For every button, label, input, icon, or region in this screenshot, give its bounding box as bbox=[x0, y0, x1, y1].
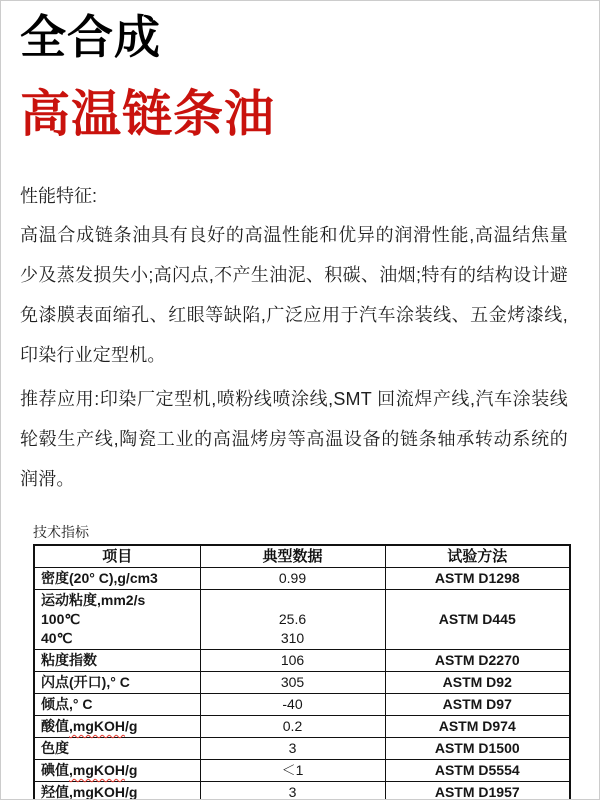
cell-line: ASTM D2270 bbox=[434, 652, 520, 668]
item-cell bbox=[34, 694, 200, 716]
spec-table bbox=[33, 544, 571, 800]
cell-line: 0.99 bbox=[278, 570, 307, 586]
cell-line: 运动粘度,mm2/s bbox=[41, 592, 146, 608]
item-cell bbox=[34, 590, 200, 650]
table-row bbox=[34, 650, 570, 672]
table-row bbox=[34, 568, 570, 590]
cell-line bbox=[390, 591, 566, 610]
value-cell bbox=[200, 590, 385, 650]
item-cell bbox=[34, 782, 200, 800]
method-cell bbox=[385, 568, 570, 590]
cell-line: 闪点(开口),° C bbox=[41, 674, 130, 690]
table-header-row bbox=[34, 545, 570, 568]
value-cell bbox=[200, 672, 385, 694]
cell-text: 酸值 bbox=[41, 718, 69, 734]
column-header-typical-data: 典型数据 bbox=[200, 545, 385, 568]
cell-line: ASTM D1500 bbox=[434, 740, 520, 756]
item-cell bbox=[34, 650, 200, 672]
cell-line: ASTM D5554 bbox=[434, 762, 520, 778]
value-cell bbox=[200, 650, 385, 672]
performance-heading: 性能特征: bbox=[20, 186, 98, 206]
method-cell bbox=[385, 738, 570, 760]
value-cell bbox=[200, 716, 385, 738]
item-cell bbox=[34, 568, 200, 590]
cell-line: 色度 bbox=[41, 740, 69, 756]
cell-line: 粘度指数 bbox=[41, 652, 97, 668]
method-cell bbox=[385, 672, 570, 694]
table-caption: 技术指标 bbox=[33, 524, 89, 540]
cell-line bbox=[41, 761, 196, 780]
table-row bbox=[34, 672, 570, 694]
spellcheck-underlined-text: ,mgKOH bbox=[69, 718, 125, 734]
table-row bbox=[34, 694, 570, 716]
value-cell bbox=[200, 760, 385, 782]
method-cell bbox=[385, 694, 570, 716]
cell-line: ASTM D92 bbox=[442, 674, 512, 690]
cell-text: /g bbox=[125, 718, 138, 734]
table-row bbox=[34, 590, 570, 650]
table-row bbox=[34, 782, 570, 800]
cell-line: 0.2 bbox=[282, 718, 303, 734]
cell-line bbox=[205, 591, 381, 610]
value-cell bbox=[200, 738, 385, 760]
cell-line bbox=[41, 717, 196, 736]
column-header-test-method: 试验方法 bbox=[385, 545, 570, 568]
method-cell bbox=[385, 782, 570, 800]
table-row bbox=[34, 716, 570, 738]
value-cell bbox=[200, 568, 385, 590]
table-row bbox=[34, 760, 570, 782]
cell-text: /g bbox=[125, 762, 138, 778]
item-cell bbox=[34, 738, 200, 760]
cell-line: 310 bbox=[280, 630, 305, 646]
cell-line: 倾点,° C bbox=[41, 696, 93, 712]
method-cell bbox=[385, 760, 570, 782]
cell-line: 40℃ bbox=[41, 630, 73, 646]
product-title-line1: 全合成 bbox=[20, 11, 161, 63]
cell-line: -40 bbox=[282, 696, 303, 712]
cell-line: 3 bbox=[288, 784, 297, 800]
item-cell bbox=[34, 716, 200, 738]
cell-line: 106 bbox=[280, 652, 305, 668]
method-cell bbox=[385, 716, 570, 738]
item-cell bbox=[34, 760, 200, 782]
cell-line: ASTM D1957 bbox=[434, 784, 520, 800]
cell-line: ASTM D1298 bbox=[434, 570, 520, 586]
cell-text: 羟值 bbox=[41, 784, 69, 800]
method-cell bbox=[385, 650, 570, 672]
cell-line bbox=[41, 783, 196, 800]
cell-line: ＜1 bbox=[281, 762, 304, 778]
cell-line: 3 bbox=[288, 740, 297, 756]
column-header-item: 项目 bbox=[34, 545, 200, 568]
cell-line: ASTM D445 bbox=[438, 611, 516, 627]
cell-line bbox=[390, 629, 566, 648]
cell-line: 25.6 bbox=[278, 611, 307, 627]
cell-text: 碘值 bbox=[41, 762, 69, 778]
value-cell bbox=[200, 694, 385, 716]
cell-line: ASTM D974 bbox=[438, 718, 516, 734]
cell-line: 100℃ bbox=[41, 611, 81, 627]
item-cell bbox=[34, 672, 200, 694]
performance-paragraph: 高温合成链条油具有良好的高温性能和优异的润滑性能,高温结焦量少及蒸发损失小;高闪点,不产生油泥、积碳、油烟;特有的结构设计避免漆膜表面缩孔、红眼等缺陷,广泛应用于汽车涂装线、五金烤漆线,印染行业定型机。 bbox=[20, 225, 568, 365]
spellcheck-underlined-text: ,mgKOH bbox=[69, 762, 125, 778]
product-title-line2: 高温链条油 bbox=[20, 86, 275, 142]
application-paragraph: 推荐应用:印染厂定型机,喷粉线喷涂线,SMT 回流焊产线,汽车涂装线轮毂生产线,陶瓷工业的高温烤房等高温设备的链条轴承转动系统的润滑。 bbox=[20, 389, 568, 489]
spellcheck-underlined-text: ,mgKOH bbox=[69, 784, 125, 800]
method-cell bbox=[385, 590, 570, 650]
cell-line: ASTM D97 bbox=[442, 696, 512, 712]
table-row bbox=[34, 738, 570, 760]
cell-line: 305 bbox=[280, 674, 305, 690]
cell-line: 密度(20° C),g/cm3 bbox=[41, 570, 158, 586]
value-cell bbox=[200, 782, 385, 800]
cell-text: /g bbox=[125, 784, 138, 800]
